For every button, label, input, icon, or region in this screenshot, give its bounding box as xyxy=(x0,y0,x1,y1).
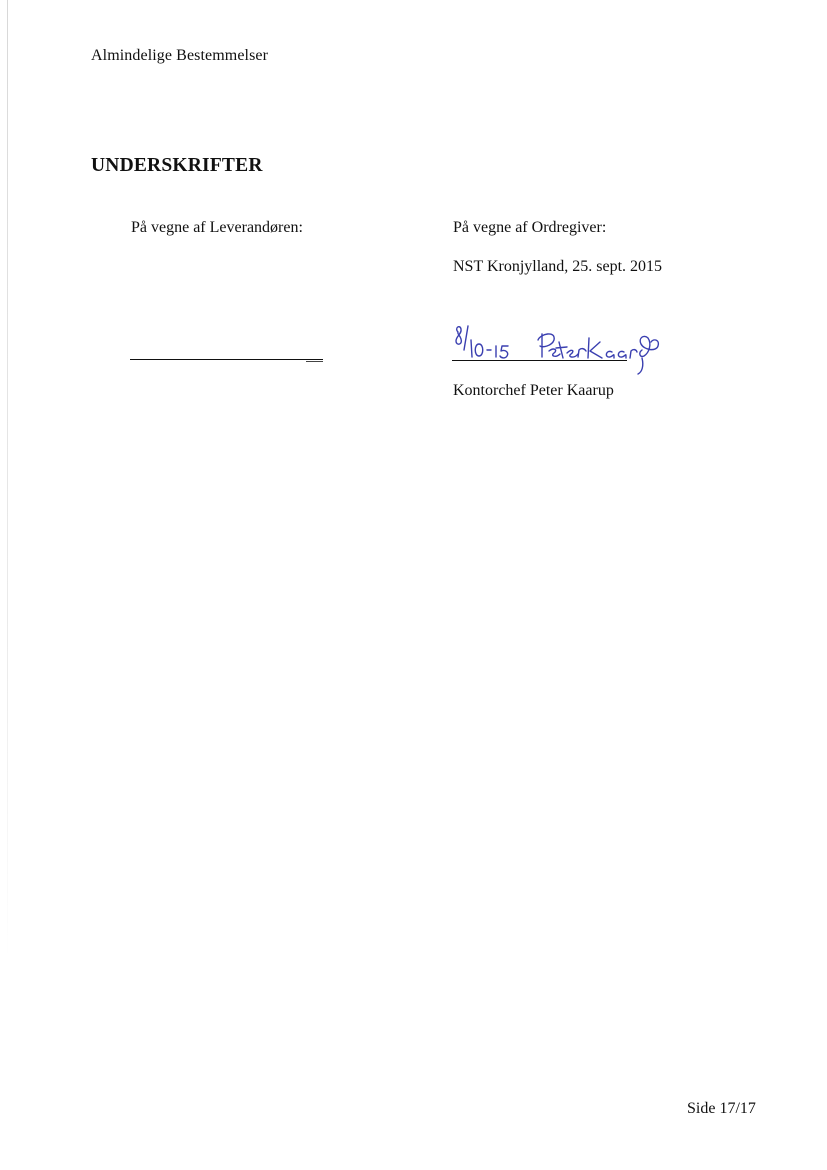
supplier-signature-line-tail xyxy=(306,361,323,362)
page-number: Side 17/17 xyxy=(687,1100,756,1117)
signer-name: Kontorchef Peter Kaarup xyxy=(453,382,614,399)
client-label: På vegne af Ordregiver: xyxy=(453,219,607,236)
supplier-label: På vegne af Leverandøren: xyxy=(131,219,303,236)
document-header: Almindelige Bestemmelser xyxy=(91,47,269,64)
supplier-signature-line xyxy=(130,359,323,360)
scan-edge xyxy=(7,0,8,960)
section-title: UNDERSKRIFTER xyxy=(91,155,263,176)
handwritten-signature xyxy=(446,320,666,378)
place-date: NST Kronjylland, 25. sept. 2015 xyxy=(453,258,663,275)
